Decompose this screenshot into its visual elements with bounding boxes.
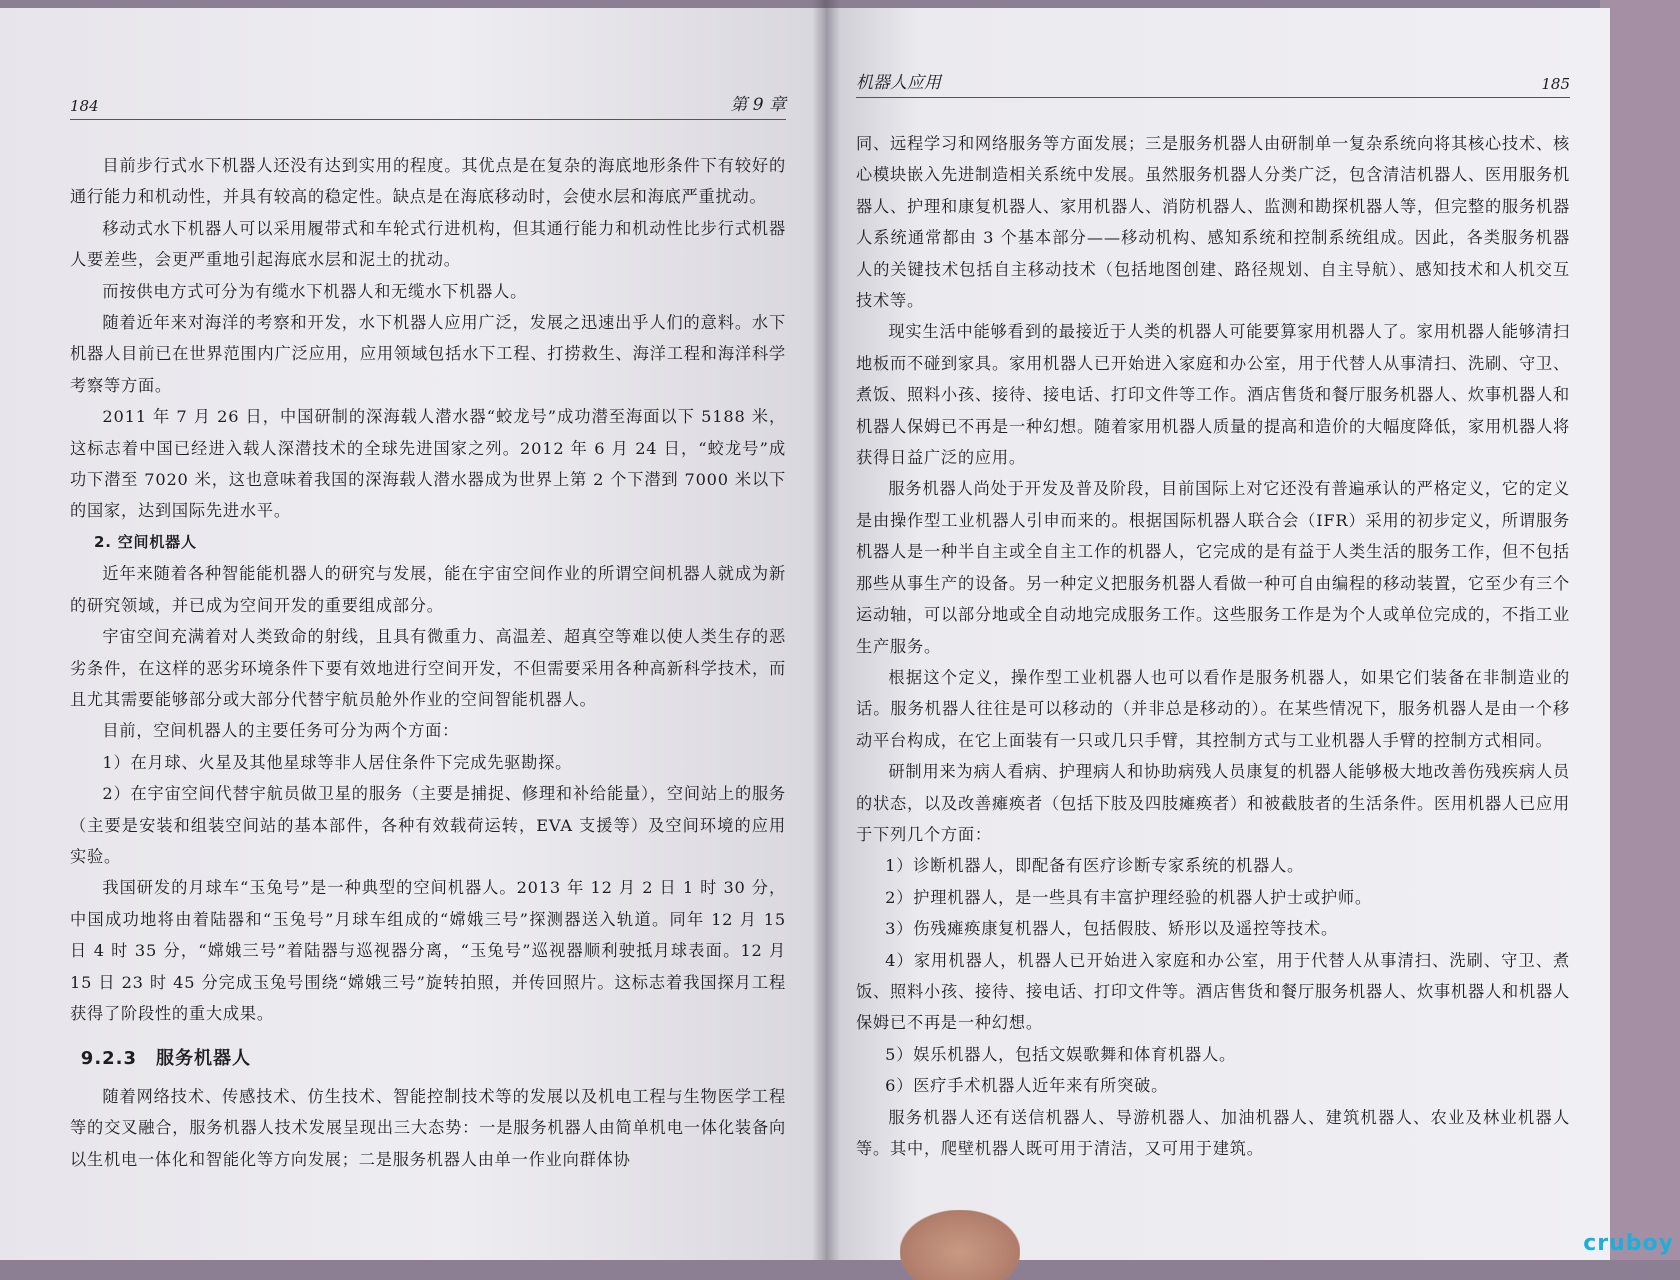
chapter-title: 第 9 章	[730, 95, 786, 115]
paragraph: 服务机器人还有送信机器人、导游机器人、加油机器人、建筑机器人、农业及林业机器人等。其中，爬壁机器人既可用于清洁，又可用于建筑。	[856, 1107, 1570, 1158]
paragraph: 现实生活中能够看到的最接近于人类的机器人可能要算家用机器人了。家用机器人能够清扫地板而不碰到家具。家用机器人已开始进入家庭和办公室，用于代替人从事清扫、洗刷、守卫、煮饭、照料小孩、接待、接电话、打印文件等工作。酒店售货和餐厅服务机器人、炊事机器人和机器人保姆已不再是一种幻想。随着家用机器人质量的提高和造价的大幅度降低，家用机器人将获得日益广泛的应用。	[856, 322, 1570, 468]
left-running-head	[70, 90, 786, 120]
page-number: 184	[70, 97, 99, 115]
right-page	[826, 8, 1610, 1260]
numbered-list	[856, 850, 1570, 1101]
list-item: 4）家用机器人，机器人已开始进入家庭和办公室，用于代替人从事清扫、洗刷、守卫、煮饭、照料小孩、接待、接电话、打印文件等。酒店售货和餐厅服务机器人、炊事机器人和机器人保姆已不再是一种幻想。	[856, 950, 1570, 1033]
list-item: 3）伤残瘫痪康复机器人，包括假肢、矫形以及遥控等技术。	[885, 919, 1338, 939]
paragraph: 近年来随着各种智能能机器人的研究与发展，能在宇宙空间作业的所谓空间机器人就成为新的研究领域，并已成为空间开发的重要组成部分。	[70, 564, 786, 615]
list-item: 2）护理机器人，是一些具有丰富护理经验的机器人护士或护师。	[885, 887, 1372, 907]
paragraph: 2）在宇宙空间代替宇航员做卫星的服务（主要是捕捉、修理和补给能量），空间站上的服务（主要是安装和组装空间站的基本部件，各种有效载荷运转，EVA 支援等）及空间环境的应用实验。	[70, 784, 786, 866]
paragraph: 根据这个定义，操作型工业机器人也可以看作是服务机器人，如果它们装备在非制造业的话。服务机器人往往是可以移动的（并非总是移动的）。在某些情况下，服务机器人是由一个移动平台构成，在它上面装有一只或几只手臂，其控制方式与工业机器人手臂的控制方式相同。	[856, 667, 1570, 750]
paragraph: 随着网络技术、传感技术、仿生技术、智能控制技术等的发展以及机电工程与生物医学工程等的交叉融合，服务机器人技术发展呈现出三大态势：一是服务机器人由简单机电一体化装备向以生机电一体化和智能化等方向发展；二是服务机器人由单一作业向群体协	[70, 1086, 786, 1169]
chapter-title: 机器人应用	[856, 73, 941, 93]
list-item: 6）医疗手术机器人近年来有所突破。	[885, 1076, 1169, 1096]
page-number: 185	[1541, 75, 1570, 93]
book-spine-shadow	[812, 0, 840, 1260]
thumb	[900, 1210, 1020, 1280]
subsection-heading: 2. 空间机器人	[94, 532, 197, 551]
paragraph: 目前步行式水下机器人还没有达到实用的程度。其优点是在复杂的海底地形条件下有较好的通行能力和机动性，并具有较高的稳定性。缺点是在海底移动时，会使水层和海底严重扰动。	[70, 156, 786, 207]
left-body	[70, 150, 786, 1175]
right-running-head	[856, 68, 1570, 98]
paragraph: 服务机器人尚处于开发及普及阶段，目前国际上对它还没有普遍承认的严格定义，它的定义是由操作型工业机器人引申而来的。根据国际机器人联合会（IFR）采用的初步定义，所谓服务机器人是一种半自主或全自主工作的机器人，它完成的是有益于人类生活的服务工作，但不包括那些从事生产的设备。另一种定义把服务机器人看做一种可自由编程的移动装置，它至少有三个运动轴，可以部分地或全自动地完成服务工作。这些服务工作是为个人或单位完成的，不指工业生产服务。	[856, 479, 1570, 656]
paragraph: 2011 年 7 月 26 日，中国研制的深海载人潜水器“蛟龙号”成功潜至海面以下 5188 米，这标志着中国已经进入载人深潜技术的全球先进国家之列。2012 年 6 月 24 日，“蛟龙号”成功下潜至 7020 米，这也意味着我国的深海载人潜水器成为世界上第 2 个下潜到 7000 米以下的国家，达到国际先进水平。	[70, 407, 786, 521]
paragraph: 我国研发的月球车“玉兔号”是一种典型的空间机器人。2013 年 12 月 2 日 1 时 30 分，中国成功地将由着陆器和“玉兔号”月球车组成的“嫦娥三号”探测器送入轨道。同年 12 月 15 日 4 时 35 分，“嫦娥三号”着陆器与巡视器分离，“玉兔号”巡视器顺利驶抵月球表面。12 月 15 日 23 时 45 分完成玉兔号围绕“嫦娥三号”旋转拍照，并传回照片。这标志着我国探月工程获得了阶段性的重大成果。	[70, 878, 786, 1023]
left-page	[0, 8, 826, 1260]
section-heading: 9.2.3 服务机器人	[80, 1048, 252, 1070]
watermark: cruboy	[1583, 1231, 1674, 1256]
list-item: 1）诊断机器人，即配备有医疗诊断专家系统的机器人。	[885, 856, 1304, 876]
right-body	[856, 128, 1570, 1164]
paragraph: 同、远程学习和网络服务等方面发展；三是服务机器人由研制单一复杂系统向将其核心技术、核心模块嵌入先进制造相关系统中发展。虽然服务机器人分类广泛，包含清洁机器人、医用服务机器人、护理和康复机器人、家用机器人、消防机器人、监测和勘探机器人等，但完整的服务机器人系统通常都由 3 个基本部分——移动机构、感知系统和控制系统组成。因此，各类服务机器人的关键技术包括自主移动技术（包括地图创建、路径规划、自主导航）、感知技术和人机交互技术等。	[856, 134, 1570, 311]
paragraph: 研制用来为病人看病、护理病人和协助病残人员康复的机器人能够极大地改善伤残疾病人员的状态，以及改善瘫痪者（包括下肢及四肢瘫痪者）和被截肢者的生活条件。医用机器人已应用于下列几个方面：	[856, 762, 1570, 844]
paragraph: 移动式水下机器人可以采用履带式和车轮式行进机构，但其通行能力和机动性比步行式机器人要差些，会更严重地引起海底水层和泥土的扰动。	[70, 218, 786, 270]
background-surface	[1600, 0, 1680, 1260]
paragraph: 而按供电方式可分为有缆水下机器人和无缆水下机器人。	[102, 281, 528, 301]
paragraph: 1）在月球、火星及其他星球等非人居住条件下完成先驱勘探。	[102, 752, 573, 772]
paragraph: 目前，空间机器人的主要任务可分为两个方面：	[102, 721, 460, 741]
paragraph: 宇宙空间充满着对人类致命的射线，且具有微重力、高温差、超真空等难以使人类生存的恶劣条件，在这样的恶劣环境条件下要有效地进行空间开发，不但需要采用各种高新科学技术，而且尤其需要能够部分或大部分代替宇航员舱外作业的空间智能机器人。	[70, 627, 786, 709]
list-item: 5）娱乐机器人，包括文娱歌舞和体育机器人。	[885, 1044, 1237, 1064]
paragraph: 随着近年来对海洋的考察和开发，水下机器人应用广泛，发展之迅速出乎人们的意料。水下机器人目前已在世界范围内广泛应用，应用领域包括水下工程、打捞救生、海洋工程和海洋科学考察等方面。	[70, 313, 786, 395]
